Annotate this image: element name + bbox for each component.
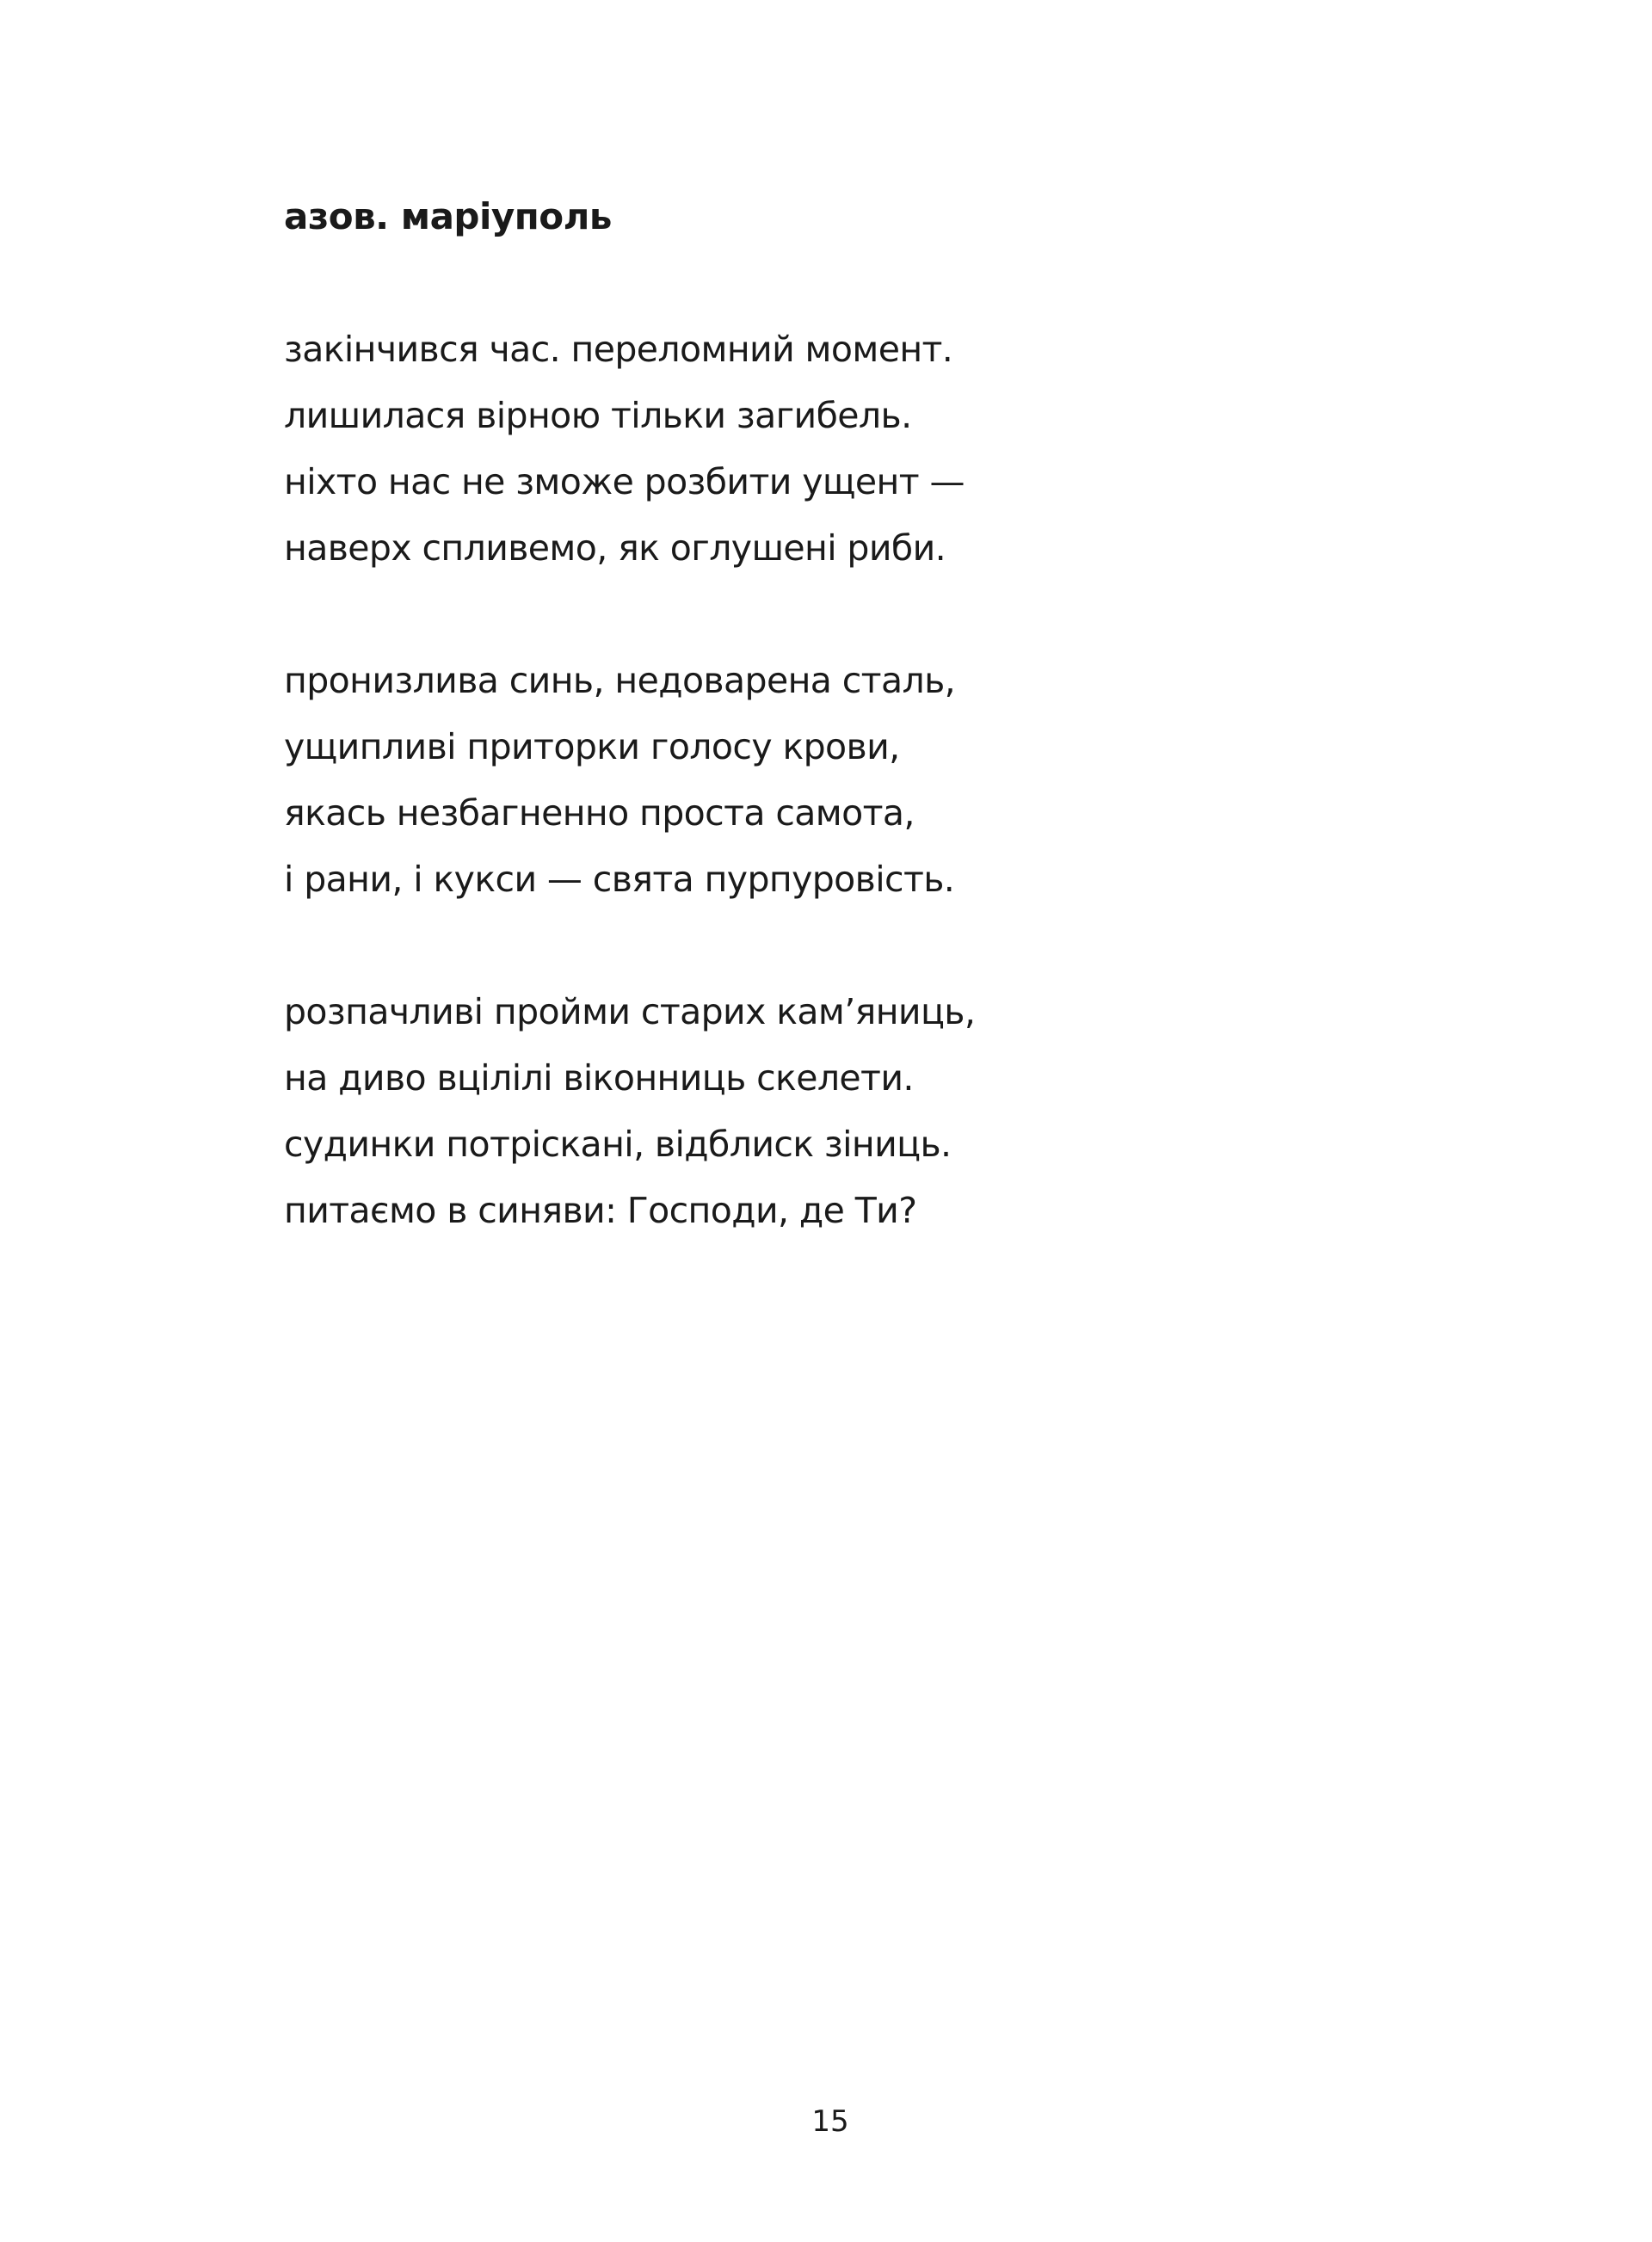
poem-line: наверх спливемо, як оглушені риби. xyxy=(284,527,946,569)
poem-line: на диво вцілілі віконниць скелети. xyxy=(284,1057,914,1099)
poem-line: судинки потріскані, відблиск зіниць. xyxy=(284,1124,952,1165)
poem-line: якась незбагненно проста самота, xyxy=(284,792,915,834)
poem-line: і рани, і кукси — свята пурпуровість. xyxy=(284,859,955,900)
stanza-2 xyxy=(284,648,975,913)
poem-line: ніхто нас не зможе розбити ущент — xyxy=(284,461,965,502)
stanza-1 xyxy=(284,317,975,582)
poem-line: лишилася вірною тільки загибель. xyxy=(284,395,912,436)
poem-line: закінчився час. переломний момент. xyxy=(284,329,953,370)
poem-line: ущипливі приторки голосу крови, xyxy=(284,726,900,767)
poem-line: пронизлива синь, недоварена сталь, xyxy=(284,660,956,701)
stanza-3 xyxy=(284,979,975,1244)
page-number: 15 xyxy=(811,2104,849,2139)
poem-line: питаємо в синяви: Господи, де Ти? xyxy=(284,1190,917,1231)
poem-title: азов. маріуполь xyxy=(284,195,612,237)
poem-body xyxy=(284,317,975,1310)
poem-line: розпачливі пройми старих кам’яниць, xyxy=(284,991,976,1032)
